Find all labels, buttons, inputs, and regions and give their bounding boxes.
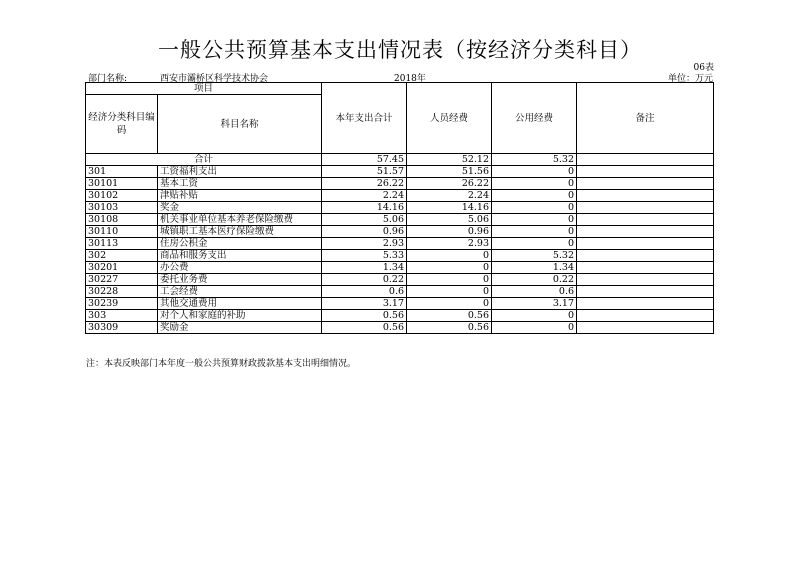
row-name: 城镇职工基本医疗保险缴费 <box>158 226 322 238</box>
table-number: 06表 <box>693 63 714 73</box>
total-amount: 57.45 <box>322 154 407 166</box>
row-code: 30201 <box>86 262 158 274</box>
row-personnel: 5.06 <box>407 214 492 226</box>
row-total: 3.17 <box>322 298 407 310</box>
row-total: 51.57 <box>322 166 407 178</box>
header-total: 本年支出合计 <box>322 83 407 154</box>
row-public: 3.17 <box>492 298 577 310</box>
row-code: 30228 <box>86 286 158 298</box>
row-name: 其他交通费用 <box>158 298 322 310</box>
row-name: 办公费 <box>158 262 322 274</box>
row-personnel: 0.96 <box>407 226 492 238</box>
row-public: 0 <box>492 214 577 226</box>
row-name: 基本工资 <box>158 178 322 190</box>
row-name: 工会经费 <box>158 286 322 298</box>
row-remark <box>577 226 714 238</box>
row-personnel: 2.24 <box>407 190 492 202</box>
row-total: 5.33 <box>322 250 407 262</box>
row-total: 14.16 <box>322 202 407 214</box>
row-public: 0.22 <box>492 274 577 286</box>
row-public: 0 <box>492 310 577 322</box>
table-row <box>86 286 714 298</box>
row-name: 奖金 <box>158 202 322 214</box>
header-personnel: 人员经费 <box>407 83 492 154</box>
row-personnel: 0 <box>407 262 492 274</box>
row-code: 303 <box>86 310 158 322</box>
row-public: 0 <box>492 202 577 214</box>
report-year: 2018年 <box>394 74 426 84</box>
row-code: 302 <box>86 250 158 262</box>
row-total: 2.24 <box>322 190 407 202</box>
row-personnel: 0 <box>407 298 492 310</box>
row-personnel: 0 <box>407 250 492 262</box>
row-personnel: 2.93 <box>407 238 492 250</box>
row-name: 住房公积金 <box>158 238 322 250</box>
row-name: 机关事业单位基本养老保险缴费 <box>158 214 322 226</box>
row-remark <box>577 322 714 334</box>
row-personnel: 14.16 <box>407 202 492 214</box>
table-row <box>86 202 714 214</box>
row-remark <box>577 202 714 214</box>
table-row <box>86 214 714 226</box>
row-name: 商品和服务支出 <box>158 250 322 262</box>
row-public: 0 <box>492 238 577 250</box>
table-row <box>86 250 714 262</box>
header-code: 经济分类科目编码 <box>86 95 158 154</box>
row-remark <box>577 310 714 322</box>
row-remark <box>577 166 714 178</box>
row-code: 30103 <box>86 202 158 214</box>
header-row-project <box>86 83 714 95</box>
table-row <box>86 238 714 250</box>
row-public: 0.6 <box>492 286 577 298</box>
row-name: 工资福利支出 <box>158 166 322 178</box>
row-code: 30102 <box>86 190 158 202</box>
row-personnel: 0 <box>407 274 492 286</box>
row-name: 委托业务费 <box>158 274 322 286</box>
row-total: 2.93 <box>322 238 407 250</box>
row-code: 30227 <box>86 274 158 286</box>
department-label: 部门名称: <box>88 74 128 84</box>
row-name: 津贴补贴 <box>158 190 322 202</box>
table-row <box>86 178 714 190</box>
row-personnel: 0 <box>407 286 492 298</box>
row-total: 0.6 <box>322 286 407 298</box>
row-public: 0 <box>492 166 577 178</box>
row-remark <box>577 250 714 262</box>
total-public: 5.32 <box>492 154 577 166</box>
total-personnel: 52.12 <box>407 154 492 166</box>
row-public: 0 <box>492 322 577 334</box>
total-row <box>86 154 714 166</box>
row-public: 0 <box>492 178 577 190</box>
row-name: 对个人和家庭的补助 <box>158 310 322 322</box>
expenditure-table <box>85 82 714 334</box>
row-code: 30110 <box>86 226 158 238</box>
row-total: 5.06 <box>322 214 407 226</box>
header-name: 科目名称 <box>158 95 322 154</box>
row-total: 0.56 <box>322 310 407 322</box>
row-remark <box>577 178 714 190</box>
unit-label: 单位：万元 <box>667 74 713 84</box>
table-row <box>86 310 714 322</box>
row-personnel: 0.56 <box>407 322 492 334</box>
table-row <box>86 262 714 274</box>
header-remark: 备注 <box>577 83 714 154</box>
row-name: 奖励金 <box>158 322 322 334</box>
total-remark <box>577 154 714 166</box>
row-public: 1.34 <box>492 262 577 274</box>
table-row <box>86 166 714 178</box>
row-public: 0 <box>492 226 577 238</box>
row-remark <box>577 262 714 274</box>
row-public: 5.32 <box>492 250 577 262</box>
row-remark <box>577 190 714 202</box>
row-remark <box>577 274 714 286</box>
row-remark <box>577 298 714 310</box>
row-total: 0.56 <box>322 322 407 334</box>
row-code: 30108 <box>86 214 158 226</box>
header-public: 公用经费 <box>492 83 577 154</box>
row-personnel: 51.56 <box>407 166 492 178</box>
table-row <box>86 298 714 310</box>
row-remark <box>577 214 714 226</box>
row-code: 30113 <box>86 238 158 250</box>
row-code: 30309 <box>86 322 158 334</box>
row-total: 26.22 <box>322 178 407 190</box>
row-public: 0 <box>492 190 577 202</box>
table-note: 注：本表反映部门本年度一般公共预算财政拨款基本支出明细情况。 <box>86 359 357 369</box>
row-remark <box>577 286 714 298</box>
total-label: 合计 <box>86 154 322 166</box>
department-name: 西安市灞桥区科学技术协会 <box>160 74 269 84</box>
row-personnel: 0.56 <box>407 310 492 322</box>
table-row <box>86 274 714 286</box>
row-code: 301 <box>86 166 158 178</box>
report-title: 一般公共预算基本支出情况表（按经济分类科目） <box>158 38 642 62</box>
row-total: 1.34 <box>322 262 407 274</box>
row-code: 30239 <box>86 298 158 310</box>
table-row <box>86 322 714 334</box>
row-total: 0.96 <box>322 226 407 238</box>
row-total: 0.22 <box>322 274 407 286</box>
header-project: 项目 <box>86 83 322 95</box>
row-personnel: 26.22 <box>407 178 492 190</box>
row-remark <box>577 238 714 250</box>
table-row <box>86 190 714 202</box>
table-row <box>86 226 714 238</box>
row-code: 30101 <box>86 178 158 190</box>
